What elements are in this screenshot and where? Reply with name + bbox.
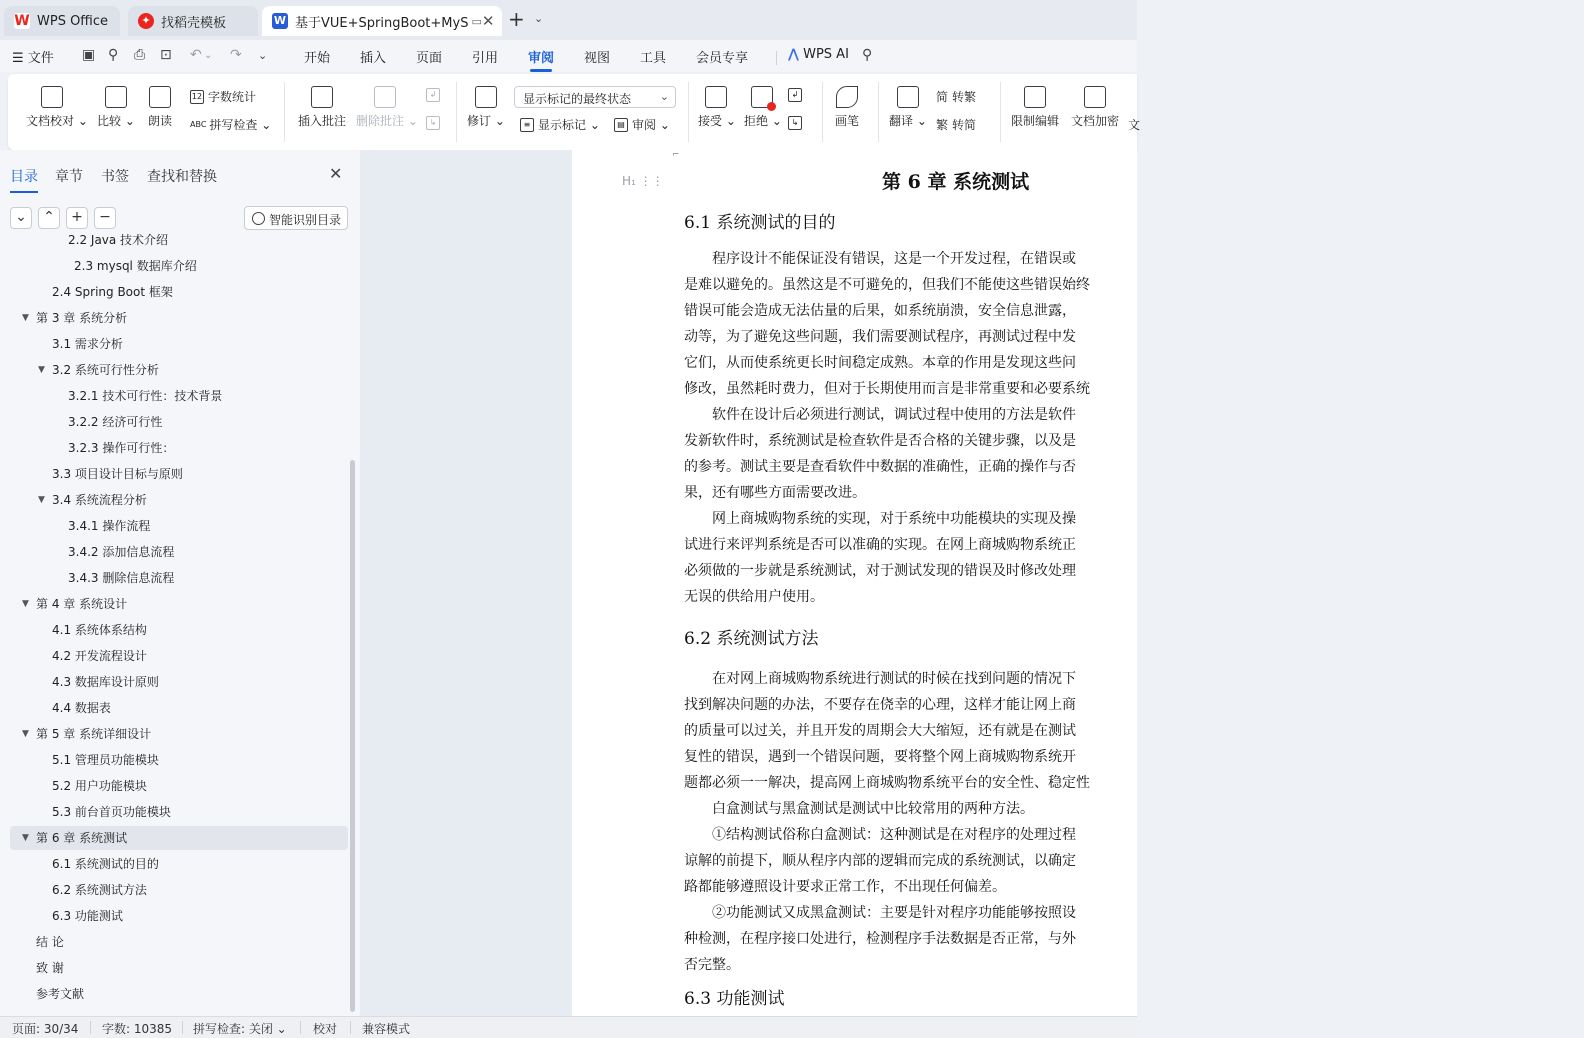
nav-tab-toc[interactable]: 目录 (10, 166, 38, 186)
toc-item[interactable] (52, 644, 147, 668)
tab-label: WPS Office (37, 13, 109, 29)
toc-item[interactable] (68, 436, 174, 460)
menu-reference[interactable]: 引用 (472, 51, 499, 66)
chevron-down-icon[interactable]: ⌄ (534, 12, 544, 25)
toc-item[interactable] (68, 228, 168, 252)
ribbon-divider (1000, 82, 1001, 142)
show-markup-icon: ≡ (520, 118, 534, 132)
toc-item-label: 6.3 功能测试 (52, 909, 123, 923)
menu-divider (776, 51, 777, 65)
text-line: 谅解的前提下，顺从程序内部的逻辑而完成的系统测试，以确定 (684, 853, 1076, 869)
text-line: 软件在设计后必须进行测试，调试过程中使用的方法是软件 (684, 407, 1076, 423)
compare-label: 比较 (97, 114, 122, 128)
toc-item[interactable] (68, 540, 174, 564)
word-count-status[interactable]: 字数: 10385 (102, 1022, 173, 1036)
search-icon[interactable]: ⚲ (862, 47, 873, 63)
text-line: 种检测，在程序接口处进行，检测程序手法数据是否正常，与外 (684, 931, 1076, 947)
paragraph (684, 822, 1584, 900)
toc-item[interactable] (22, 592, 128, 616)
toc-item[interactable] (52, 462, 183, 486)
accept-icon (705, 86, 727, 108)
spell-check-status[interactable]: 拼写检查: 关闭 ⌄ (193, 1022, 287, 1036)
status-divider (350, 1021, 351, 1034)
next-comment-icon: ↳ (426, 116, 440, 130)
text-line: ①结构测试俗称白盒测试：这种测试是在对程序的处理过程 (684, 827, 1076, 843)
toc-item-label: 第 6 章 系统测试 (36, 831, 128, 845)
ribbon-divider (284, 82, 285, 142)
toc-item[interactable] (22, 722, 152, 746)
restrict-edit-label: 限制编辑 (1010, 114, 1059, 128)
document-gutter (360, 150, 572, 1016)
remove-heading-button[interactable]: − (94, 207, 116, 229)
wps-writer-icon: W (273, 14, 287, 27)
prev-change-icon: ↲ (788, 88, 802, 102)
tab-label: 基于VUE+SpringBoot+MyS (295, 15, 469, 31)
text-line: 修改，虽然耗时费力，但对于长期使用而言是非常重要和必要系统 (684, 381, 1090, 397)
page-indicator[interactable]: 页面: 30/34 (12, 1022, 79, 1036)
caret-down-icon[interactable]: ▼ (22, 313, 29, 323)
review-pane-label: 审阅 (632, 118, 657, 132)
monitor-icon: ▭ (471, 14, 482, 28)
text-line: ②功能测试又成黑盒测试：主要是针对程序功能能够按照设 (684, 905, 1076, 921)
toc-list (0, 233, 352, 1016)
toc-item[interactable] (74, 254, 197, 278)
chapter-title: 第 6 章 系统测试 (882, 171, 1030, 193)
toc-item-label: 2.3 mysql 数据库介绍 (74, 259, 197, 273)
text-line: 路都能够遵照设计要求正常工作，不出现任何偏差。 (684, 879, 1006, 895)
to-traditional-button[interactable] (936, 88, 976, 105)
text-line: 无误的供给用户使用。 (684, 589, 824, 605)
save-icon[interactable]: ▣ (82, 47, 96, 63)
toc-item-label: 致 谢 (36, 961, 64, 975)
pen-label: 画笔 (834, 114, 859, 128)
pen-icon (836, 86, 858, 108)
toc-item[interactable] (68, 384, 222, 408)
word-count-button[interactable] (190, 88, 256, 105)
toc-item[interactable] (52, 852, 159, 876)
caret-down-icon[interactable]: ▼ (22, 833, 29, 843)
menu-file[interactable] (12, 47, 54, 66)
caret-down-icon[interactable]: ▼ (38, 365, 45, 375)
reject-icon (751, 86, 773, 108)
nav-tab-find-replace[interactable]: 查找和替换 (147, 169, 217, 185)
section-heading: 6.1 系统测试的目的 (684, 213, 836, 233)
to-simplified-label: 转简 (952, 118, 977, 132)
word-count-icon: 12 (190, 90, 204, 104)
tab-label: 找稻壳模板 (161, 15, 227, 31)
toc-item[interactable] (68, 514, 150, 538)
review-pane-button[interactable]: ▤ 审阅 ⌄ (614, 116, 670, 133)
doc-check-icon (41, 86, 63, 108)
toc-item[interactable] (22, 306, 128, 330)
nav-tab-bookmark[interactable]: 书签 (101, 169, 129, 185)
accept-button[interactable]: 接受 ⌄ (698, 86, 734, 129)
doc-check-button[interactable]: 文档校对 ⌄ (26, 86, 78, 129)
toc-item-label: 5.2 用户功能模块 (52, 779, 147, 793)
toc-item[interactable] (52, 748, 159, 772)
menu-review[interactable]: 审阅 (528, 47, 554, 66)
tab-wps-office[interactable] (4, 6, 120, 36)
text-line: 是难以避免的。虽然这是不可避免的，但我们不能使这些错误始终 (684, 277, 1090, 293)
close-icon[interactable]: ✕ (329, 164, 343, 183)
toc-item[interactable] (52, 696, 111, 720)
restrict-edit-button[interactable] (1010, 86, 1060, 129)
ribbon-divider (456, 82, 457, 142)
toc-item-label: 4.1 系统体系结构 (52, 623, 147, 637)
smart-toc-label: 智能识别目录 (269, 213, 342, 227)
document-page[interactable] (572, 150, 1137, 1016)
read-aloud-label: 朗读 (147, 114, 172, 128)
spell-check-icon: ABC (190, 120, 207, 129)
paragraph (684, 900, 1584, 978)
chevron-down-icon[interactable]: ⌄ (258, 49, 268, 62)
nav-scrollbar[interactable] (350, 460, 355, 1012)
toc-item-label: 第 4 章 系统设计 (36, 597, 128, 611)
wps-ai-icon: ⋀ (788, 47, 799, 62)
more-button[interactable] (1128, 116, 1140, 133)
text-line: 复性的错误，遇到一个错误问题，要将整个网上商城购物系统开 (684, 749, 1076, 765)
navigation-pane (0, 150, 360, 1016)
smart-toc-button[interactable] (244, 206, 348, 230)
close-icon[interactable]: ✕ (481, 12, 495, 30)
text-line: 果，还有哪些方面需要改进。 (684, 485, 866, 501)
section-heading: 6.2 系统测试方法 (684, 629, 819, 649)
translate-button[interactable]: 翻译 ⌄ (888, 86, 928, 129)
toc-item-label: 6.1 系统测试的目的 (52, 857, 159, 871)
toc-item-label: 结 论 (36, 935, 64, 949)
menu-start[interactable]: 开始 (304, 51, 331, 66)
caret-down-icon[interactable]: ▼ (22, 599, 29, 609)
toc-item-label: 3.4.3 删除信息流程 (68, 571, 175, 585)
menu-file-label: 文件 (27, 51, 54, 66)
toc-item-label: 5.1 管理员功能模块 (52, 753, 159, 767)
toc-item-label: 3.2.3 操作可行性： (68, 441, 175, 455)
smart-toc-icon (252, 212, 265, 225)
spell-check-button[interactable]: ABC 拼写检查 ⌄ (190, 117, 272, 132)
wps-ai-label: WPS AI (803, 47, 849, 62)
add-heading-button[interactable]: + (66, 207, 88, 229)
toc-item-label: 参考文献 (36, 987, 85, 1001)
read-aloud-icon (149, 86, 171, 108)
translate-label: 翻译 (889, 114, 914, 128)
toc-item-label: 第 3 章 系统分析 (36, 311, 128, 325)
toc-item-label: 3.2 系统可行性分析 (52, 363, 159, 377)
docer-logo-icon: ✦ (138, 13, 154, 29)
toc-item-label: 6.2 系统测试方法 (52, 883, 147, 897)
toc-item[interactable] (10, 826, 348, 850)
wps-logo-icon: W (14, 13, 30, 29)
toc-item-label: 5.3 前台首页功能模块 (52, 805, 171, 819)
spell-check-status-label: 拼写检查: 关闭 (193, 1022, 273, 1036)
status-divider (182, 1021, 183, 1034)
more-label: 文 (1128, 118, 1141, 132)
toc-item[interactable] (38, 488, 147, 512)
prev-comment-button[interactable] (426, 88, 444, 102)
review-pane-icon: ▤ (614, 118, 628, 132)
toc-item[interactable] (36, 982, 84, 1006)
insert-comment-icon (311, 86, 333, 108)
lock-document-icon (1024, 86, 1046, 108)
heading-style-icon[interactable]: H₁ ⋮⋮ (622, 174, 664, 188)
traditional-icon: 简 (936, 90, 949, 104)
toc-item[interactable] (52, 774, 147, 798)
page-margin-mark: ⌐ (672, 150, 680, 160)
ribbon-divider (688, 82, 689, 142)
text-line: 动等，为了避免这些问题，我们需要测试程序，再测试过程中发 (684, 329, 1076, 345)
reject-button[interactable]: 拒绝 ⌄ (744, 86, 780, 129)
toc-item[interactable] (52, 670, 159, 694)
toc-item-label: 3.2.2 经济可行性 (68, 415, 163, 429)
simplified-icon: 繁 (936, 118, 949, 132)
new-tab-button[interactable]: + (508, 7, 525, 31)
caret-down-icon[interactable]: ▼ (38, 495, 45, 505)
heading-marker-label: H₁ (622, 174, 636, 188)
toc-item-label: 3.3 项目设计目标与原则 (52, 467, 183, 481)
insert-comment-button[interactable] (298, 86, 346, 129)
section-heading: 6.3 功能测试 (684, 989, 785, 1009)
next-change-icon: ↳ (788, 116, 802, 130)
toc-item[interactable] (38, 358, 159, 382)
tab-docer[interactable] (128, 6, 258, 36)
print-preview-icon[interactable]: ⊡ (160, 47, 172, 63)
toc-item-label: 2.2 Java 技术介绍 (68, 233, 169, 247)
text-line: 网上商城购物系统的实现，对于系统中功能模块的实现及操 (684, 511, 1076, 527)
hamburger-icon: ☰ (12, 51, 24, 66)
toc-item[interactable] (68, 566, 174, 590)
toc-item-label: 4.3 数据库设计原则 (52, 675, 159, 689)
markup-state-select[interactable] (514, 86, 676, 108)
text-line: 它们，从而使系统更长时间稳定成熟。本章的作用是发现这些问 (684, 355, 1076, 371)
text-line: 题都必须一一解决，提高网上商城购物系统平台的安全性、稳定性 (684, 775, 1090, 791)
toc-item-label: 第 5 章 系统详细设计 (36, 727, 152, 741)
format-painter-icon[interactable]: ⚲ (108, 47, 119, 63)
menu-member[interactable]: 会员专享 (696, 51, 749, 66)
text-line: 在对网上商城购物系统进行测试的时候在找到问题的情况下 (684, 671, 1076, 687)
status-divider (90, 1021, 91, 1034)
collapse-up-button[interactable]: ⌃ (38, 207, 60, 229)
revise-label: 修订 (467, 114, 492, 128)
status-divider (300, 1021, 301, 1034)
encrypt-button[interactable] (1070, 86, 1120, 129)
compare-icon (105, 86, 127, 108)
spell-check-label: 拼写检查 (209, 118, 258, 132)
expand-down-button[interactable]: ⌄ (10, 207, 32, 229)
next-change-button[interactable] (788, 116, 806, 130)
toc-item[interactable] (36, 930, 64, 954)
toc-item[interactable] (52, 800, 171, 824)
doc-check-label: 文档校对 (26, 114, 75, 128)
toc-item[interactable] (68, 410, 162, 434)
menu-view[interactable]: 视图 (584, 51, 611, 66)
to-traditional-label: 转繁 (952, 90, 977, 104)
toc-item-label: 4.4 数据表 (52, 701, 111, 715)
undo-menu-icon[interactable]: ⌄ (204, 50, 213, 61)
toc-item-label: 3.1 需求分析 (52, 337, 123, 351)
show-markup-button[interactable]: ≡ 显示标记 ⌄ (520, 116, 600, 133)
insert-comment-label: 插入批注 (298, 114, 347, 128)
toc-item-label: 3.4.1 操作流程 (68, 519, 151, 533)
text-line: 否完整。 (684, 957, 740, 973)
toc-item-label: 3.2.1 技术可行性：技术背景 (68, 389, 223, 403)
reject-label: 拒绝 (744, 114, 769, 128)
accept-label: 接受 (698, 114, 723, 128)
word-count-label: 字数统计 (208, 90, 257, 104)
toc-item[interactable] (52, 878, 147, 902)
encrypt-document-icon (1084, 86, 1106, 108)
text-line: 白盒测试与黑盒测试是测试中比较常用的两种方法。 (684, 801, 1034, 817)
text-line: 错误可能会造成无法估量的后果，如系统崩溃，安全信息泄露， (684, 303, 1076, 319)
text-line: 找到解决问题的办法，不要存在侥幸的心理，这样才能让网上商 (684, 697, 1076, 713)
compat-mode-status: 兼容模式 (362, 1022, 411, 1036)
title-bar (0, 0, 1137, 40)
text-line: 的参考。测试主要是查看软件中数据的准确性，正确的操作与否 (684, 459, 1076, 475)
redo-icon[interactable]: ↷ (230, 47, 242, 63)
paragraph (684, 796, 1584, 822)
delete-comment-button[interactable]: 删除批注 ⌄ (356, 86, 414, 129)
show-markup-label: 显示标记 (538, 118, 587, 132)
delete-comment-label: 删除批注 (356, 114, 405, 128)
toc-item[interactable] (52, 904, 123, 928)
compare-button[interactable]: 比较 ⌄ (96, 86, 136, 129)
revise-button[interactable]: 修订 ⌄ (466, 86, 506, 129)
toc-item[interactable] (36, 956, 64, 980)
prev-change-button[interactable] (788, 88, 806, 102)
paragraph (684, 246, 1584, 402)
menu-tools[interactable]: 工具 (640, 51, 667, 66)
status-bar (0, 1016, 1137, 1038)
text-line: 试进行来评判系统是否可以准确的实现。在网上商城购物系统正 (684, 537, 1076, 553)
text-line: 的质量可以过关，并且开发的周期会大大缩短，还有就是在测试 (684, 723, 1076, 739)
ribbon-divider (878, 82, 879, 142)
to-simplified-button[interactable] (936, 116, 976, 133)
encrypt-label: 文档加密 (1070, 114, 1119, 128)
tab-document[interactable] (262, 6, 502, 36)
read-aloud-button[interactable] (146, 86, 174, 129)
text-line: 程序设计不能保证没有错误，这是一个开发过程，在错误或 (684, 251, 1076, 267)
nav-tab-chapter[interactable]: 章节 (55, 169, 83, 185)
toc-item[interactable] (52, 280, 173, 304)
menu-page[interactable]: 页面 (416, 51, 443, 66)
text-line: 必须做的一步就是系统测试，对于测试发现的错误及时修改处理 (684, 563, 1076, 579)
undo-icon[interactable]: ↶ (190, 47, 202, 63)
proofread-status[interactable]: 校对 (313, 1022, 338, 1036)
pen-button[interactable] (832, 86, 862, 129)
menu-wps-ai[interactable] (788, 47, 849, 62)
ribbon-divider (822, 82, 823, 142)
toc-item-label: 3.4.2 添加信息流程 (68, 545, 175, 559)
chevron-down-icon: ⌄ (659, 90, 669, 103)
prev-comment-icon: ↲ (426, 88, 440, 102)
paragraph (684, 402, 1584, 506)
toc-item-label: 2.4 Spring Boot 框架 (52, 285, 173, 299)
ribbon-review (8, 74, 1141, 150)
next-comment-button[interactable] (426, 116, 444, 130)
menu-bar (0, 40, 1137, 72)
toc-item[interactable] (52, 332, 123, 356)
markup-state-value: 显示标记的最终状态 (523, 92, 632, 106)
paragraph (684, 506, 1584, 610)
paragraph (684, 666, 1584, 796)
print-icon[interactable]: ⎙ (134, 47, 146, 63)
toc-item[interactable] (52, 618, 147, 642)
caret-down-icon[interactable]: ▼ (22, 729, 29, 739)
text-line: 发新软件时，系统测试是检查软件是否合格的关键步骤，以及是 (684, 433, 1076, 449)
toc-item-label: 4.2 开发流程设计 (52, 649, 147, 663)
revise-icon (475, 86, 497, 108)
menu-insert[interactable]: 插入 (360, 51, 387, 66)
delete-comment-icon (374, 86, 396, 108)
toc-item-label: 3.4 系统流程分析 (52, 493, 147, 507)
translate-icon (897, 86, 919, 108)
